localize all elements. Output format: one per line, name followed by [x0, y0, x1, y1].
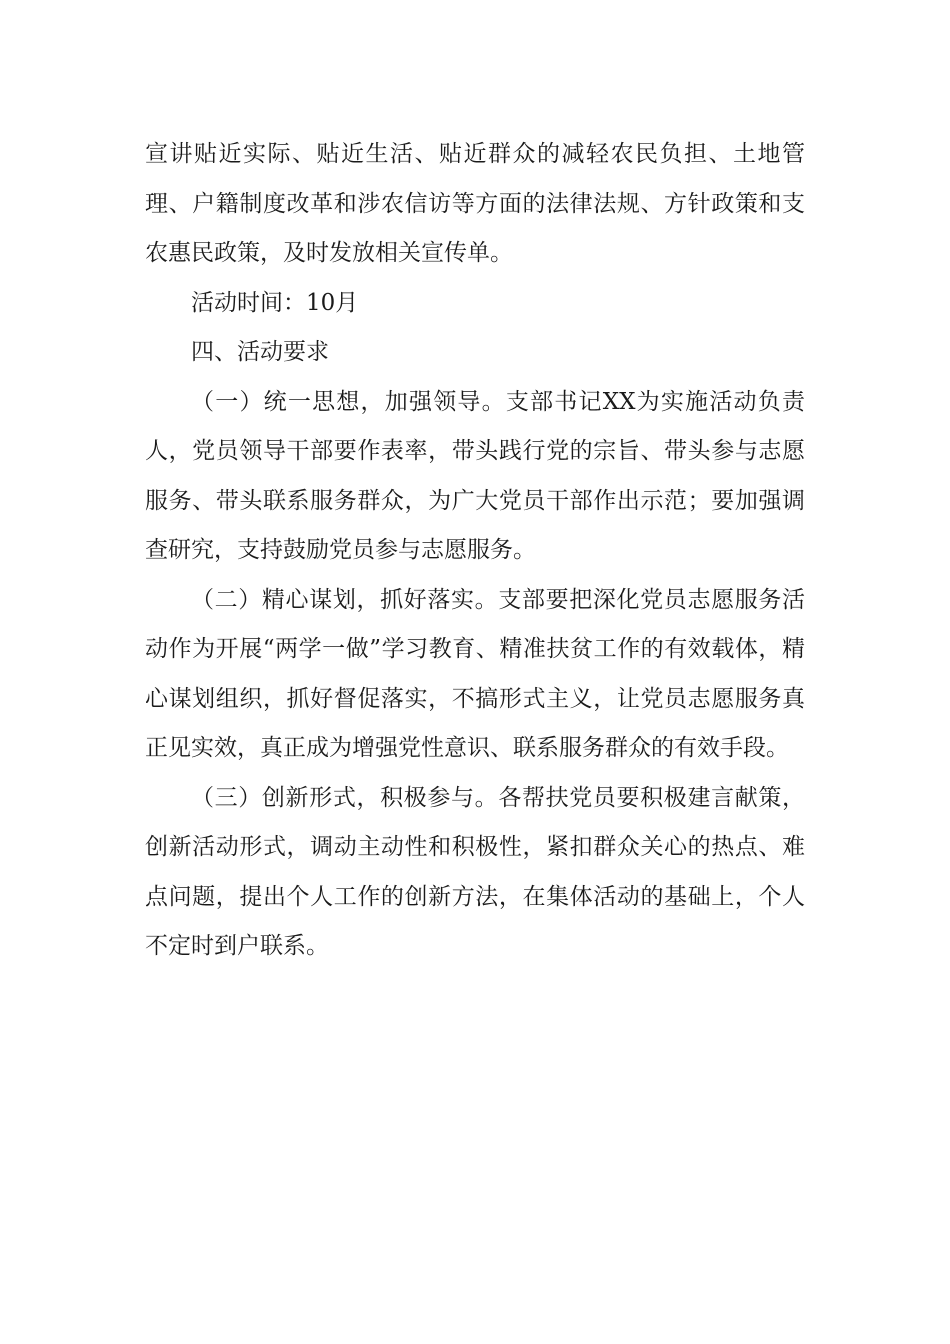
paragraph-policy-publicity: 宣讲贴近实际、贴近生活、贴近群众的减轻农民负担、土地管理、户籍制度改革和涉农信访等方面的法律法规、方针政策和支农惠民政策，及时发放相关宣传单。	[145, 141, 805, 266]
paragraph-activity-time: 活动时间：10月	[191, 289, 359, 316]
paragraph-requirement-1: （一）统一思想，加强领导。支部书记XX为实施活动负责人，党员领导干部要作表率，带头践行党的宗旨、带头参与志愿服务、带头联系服务群众，为广大党员干部作出示范；要加强调查研究，支持鼓励党员参与志愿服务。	[145, 388, 805, 563]
paragraph-requirement-3: （三）创新形式，积极参与。各帮扶党员要积极建言献策，创新活动形式，调动主动性和积极性，紧扣群众关心的热点、难点问题，提出个人工作的创新方法，在集体活动的基础上，个人不定时到户联系。	[145, 784, 805, 959]
paragraph-requirement-2: （二）精心谋划，抓好落实。支部要把深化党员志愿服务活动作为开展“两学一做”学习教育、精准扶贫工作的有效载体，精心谋划组织，抓好督促落实，不搞形式主义，让党员志愿服务真正见实效，真正成为增强党性意识、联系服务群众的有效手段。	[145, 586, 805, 761]
document-body	[145, 130, 805, 972]
section-heading-activity-requirements: 四、活动要求	[191, 339, 329, 365]
